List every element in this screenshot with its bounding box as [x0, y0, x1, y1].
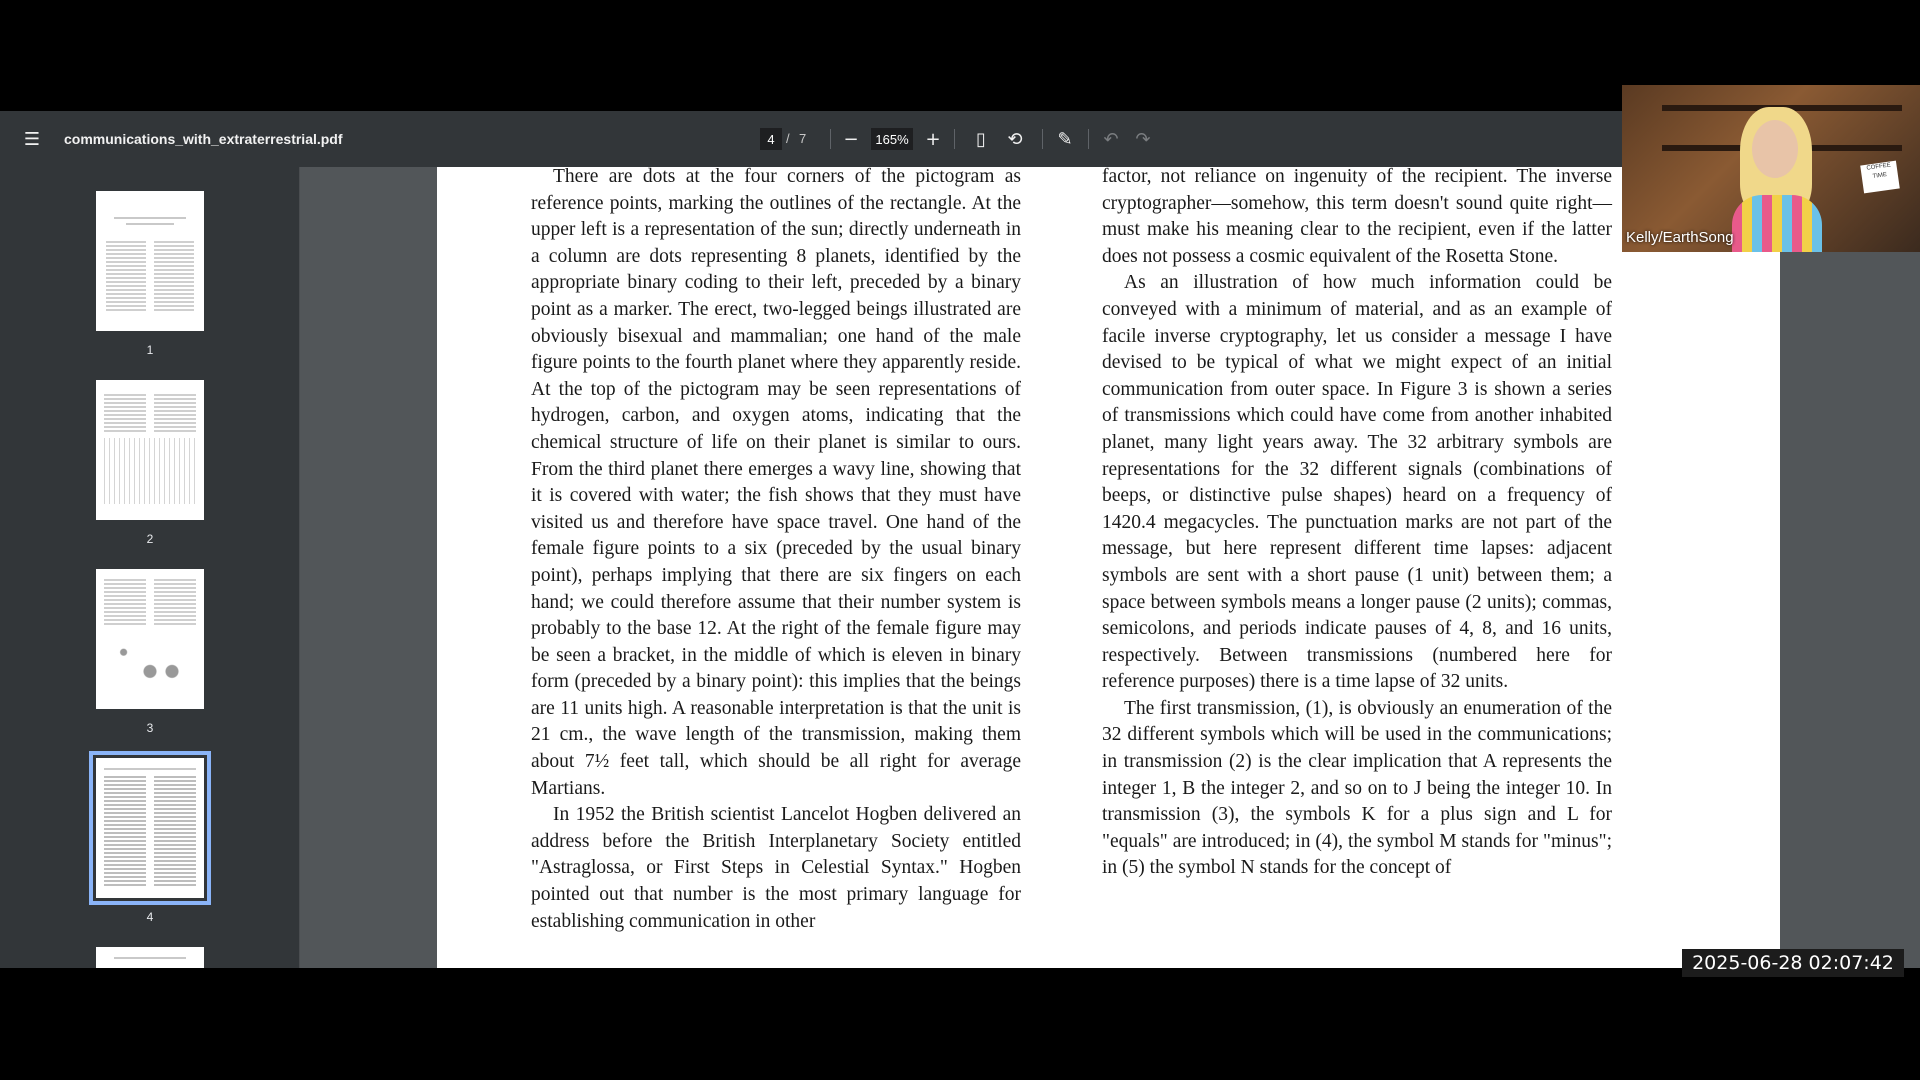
thumbnail-label: 4 — [146, 910, 154, 924]
timestamp-overlay: 2025-06-28 02:07:42 — [1682, 949, 1904, 977]
page-thumbnail-5[interactable] — [96, 947, 204, 968]
zoom-in-icon[interactable]: + — [925, 128, 941, 150]
paragraph: As an illustration of how much information could be conveyed with a minimum of material, and as an example of facile inverse cryptography, let us consider a message I have devised to be typical of what we might expect of an initial communication from outer space. In Figure 3 is shown a series of transmissions which could have come from another inhabited planet, many light years away. The 32 arbitrary symbols are representations for the 32 different signals (combinations of beeps, or distinctive pulse shapes) heard on a frequency of 1420.4 megacycles. The punctuation marks are not part of the message, but here represent different time lapses: adjacent symbols are sent with a short pause (1 unit) between them; a space between symbols means a longer pause (2 units); commas, semicolons, and periods indicate pauses of 4, 8, and 16 units, respectively. Between transmissions (numbered here for reference purposes) there is a time lapse of 32 units. — [1102, 272, 1612, 693]
zoom-input[interactable]: 165% — [871, 128, 913, 150]
paragraph: There are dots at the four corners of the pictogram as reference points, marking the outlines of the rectangle. At the upper left is a representation of the sun; directly underneath in a column are dots representing 8 planets, identified by the appropriate binary coding to their left, preceded by a binary point as a marker. The erect, two-legged beings illustrated are obviously bisexual and mammalian; one hand of the male figure points to the fourth planet where they apparently reside. At the top of the pictogram may be seen representations of hydrogen, carbon, and oxygen atoms, indicating that the chemical structure of life on their planet is similar to ours. From the third planet there emerges a wavy line, showing that it is covered with water; the fish shows that they must have visited us and therefore have space travel. One hand of the female figure points to a six (preceded by the usual binary point), perhaps implying that there are six fingers on each hand; we could therefore assume that their number system is probably to the base 12. At the right of the female figure may be seen a bracket, in the middle of which is eleven in binary form (preceded by a binary point): this implies that the beings are 11 units high. A reasonable interpretation is that the unit is 21 cm., the wave length of the transmission, making them about 7½ feet tall, which should be all right for average Martians. — [531, 167, 1021, 799]
zoom-out-icon[interactable]: − — [843, 128, 859, 150]
paragraph: The first transmission, (1), is obviously an enumeration of the 32 different symbols which will be used in the communications; in transmission (2) is the clear implication that A represents the integer 1, B the integer 2, and so on to J being the integer 10. In transmission (3), the symbols K for a plus sign and L for "equals" are introduced; in (4), the symbol M stands for "minus"; in (5) the symbol N stands for the concept of — [1102, 697, 1612, 879]
page-thumbnail-1[interactable] — [96, 191, 204, 331]
paragraph: In 1952 the British scientist Lancelot Hogben delivered an address before the British Interplanetary Society entitled "Astraglossa, or First Steps in Celestial Syntax." Hogben pointed out that number is the most primary language for establishing communication in other — [531, 804, 1021, 932]
thumbnail-label: 1 — [146, 343, 154, 357]
participant-name: Kelly/EarthSong — [1626, 229, 1734, 246]
file-name: communications_with_extraterrestrial.pdf — [64, 131, 343, 147]
pdf-page — [437, 167, 1780, 968]
webcam-overlay — [1622, 85, 1920, 252]
right-text-column — [1102, 167, 1612, 882]
undo-icon[interactable]: ↶ — [1103, 128, 1119, 150]
menu-icon[interactable]: ☰ — [23, 128, 41, 150]
page-thumbnail-3[interactable] — [96, 569, 204, 709]
thumbnail-sidebar — [0, 167, 300, 968]
redo-icon[interactable]: ↷ — [1135, 128, 1151, 150]
toolbar-divider — [1042, 129, 1043, 149]
person-face — [1752, 120, 1798, 178]
person-body — [1732, 195, 1822, 252]
coffee-sign: COFFEE TIME — [1860, 161, 1900, 194]
page-number-input[interactable]: 4 — [760, 128, 782, 150]
fit-page-icon[interactable]: ▯ — [976, 128, 986, 150]
rotate-icon[interactable]: ⟲ — [1007, 128, 1023, 150]
thumbnail-label: 3 — [146, 721, 154, 735]
document-area[interactable] — [300, 167, 1920, 968]
annotate-icon[interactable]: ✎ — [1057, 128, 1073, 150]
thumbnail-label: 2 — [146, 532, 154, 546]
toolbar-divider — [830, 129, 831, 149]
paragraph: factor, not reliance on ingenuity of the recipient. The inverse cryptographer—somehow, this term doesn't sound quite right—must make his meaning clear to the recipient, even if the latter does not possess a cosmic equivalent of the Rosetta Stone. — [1102, 167, 1612, 267]
toolbar-divider — [1088, 129, 1089, 149]
page-separator: / — [786, 131, 790, 146]
total-pages: 7 — [799, 131, 807, 146]
left-text-column — [531, 167, 1021, 935]
page-thumbnail-4[interactable] — [96, 758, 204, 898]
page-thumbnail-2[interactable] — [96, 380, 204, 520]
toolbar-divider — [954, 129, 955, 149]
